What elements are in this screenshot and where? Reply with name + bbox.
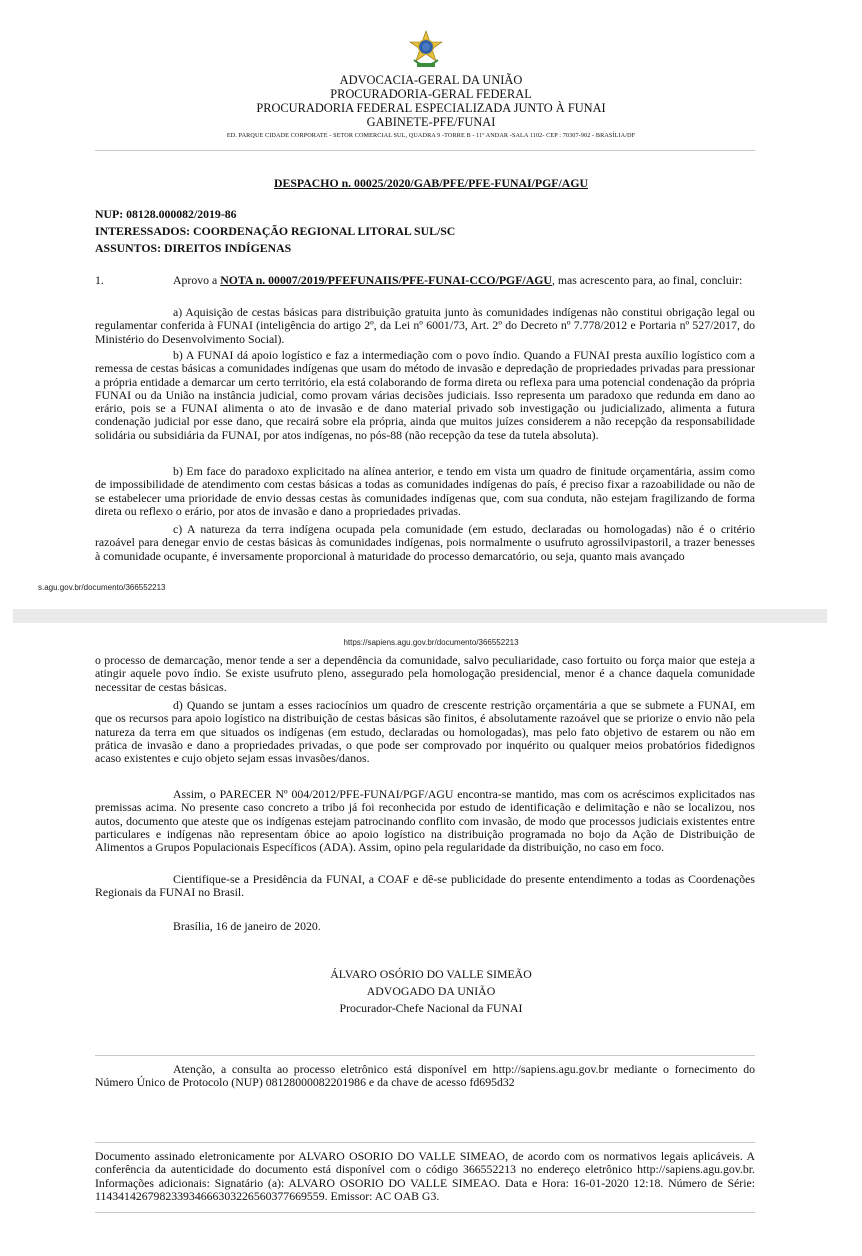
page-break [13, 609, 827, 623]
nup-line: NUP: 08128.000082/2019-86 [95, 207, 237, 221]
header-line-pfe: PROCURADORIA FEDERAL ESPECIALIZADA JUNTO À FUNAI [256, 101, 606, 115]
footer-bottom-divider [95, 1212, 755, 1213]
brazil-coat-of-arms-icon [408, 30, 444, 70]
signer-name: ÁLVARO OSÓRIO DO VALLE SIMEÃO [330, 967, 532, 981]
page-url-footer[interactable]: s.agu.gov.br/documento/366552213 [38, 583, 166, 592]
nota-link[interactable]: NOTA n. 00007/2019/PFEFUNAIIS/PFE-FUNAI-CCO/PGF/AGU [220, 273, 552, 287]
signature-footer: Documento assinado eletronicamente por ALVARO OSORIO DO VALLE SIMEAO, de acordo com os normativos legais aplicáveis. A conferência da autenticidade do documento está disponível com o código 366552213 no endereço eletrônico http://sapiens.agu.gov.br. Informações adicionais: Signatário (a): ALVARO OSORIO DO VALLE SIMEAO. Data e Hora: 16-01-2020 12:18. Número de Série: 114341426798233934666303226560377669559. Emissor: AC OAB G3. [95, 1149, 755, 1203]
item-b-second: b) Em face do paradoxo explicitado na alínea anterior, e tendo em vista um quadro de finitude orçamentária, assim como de impossibilidade de atendimento com cestas básicas a todas as comunidades indígenas do país, é preciso fixar a razoabilidade ou não de se estabelecer uma prioridade de envio dessas cestas às comunidades indígenas que, com sua conduta, não estejam fragilizando de forma direta ou reflexo o erário, por atos de invasão e dano a propriedades privadas. [95, 464, 755, 518]
header-line-gabinete: GABINETE-PFE/FUNAI [366, 115, 496, 129]
header-line-pgf: PROCURADORIA-GERAL FEDERAL [330, 87, 532, 101]
approval-tail: , mas acrescento para, ao final, concluir: [551, 273, 743, 287]
paragraph-2: Assim, o PARECER Nº 004/2012/PFE-FUNAI/PGF/AGU encontra-se mantido, mas com os acréscimos explicitados nas premissas acima. No presente caso concreto a tribo já foi reconhecida por estudo de identificação e delimitação e não se localizou, nos autos, documento que ateste que os indígenas estejam patrocinando conflito com invasão, de modo que processos judiciais existentes entre particulares e indígenas não representam óbice ao apoio logístico na distribuição programada no bojo da Ação de Distribuição de Alimentos a Grupos Populacionais Específicos (ADA). Assim, opino pela regularidade da distribuição, no caso em foco. [95, 787, 755, 855]
paragraph-3: Cientifique-se a Presidência da FUNAI, a COAF e dê-se publicidade do presente entendimento a todas as Coordenações Regionais da FUNAI no Brasil. [95, 872, 755, 900]
item-c-start: c) A natureza da terra indígena ocupada pela comunidade (em estudo, declaradas ou homologadas) não é o critério razoável para denegar envio de cestas básicas às comunidades indígenas, pois normalmente o usufruto agrossilvipastoril, a trazer benesses à comunidade ocupante, é inversamente proporcional à maturidade do processo demarcatório, ou seja, quanto mais avançado [95, 522, 755, 563]
signer-position: Procurador-Chefe Nacional da FUNAI [339, 1001, 523, 1015]
item-d: d) Quando se juntam a esses raciocínios um quadro de crescente restrição orçamentária a que se submete a FUNAI, em que os recursos para apoio logístico na distribuição de cestas básicas são finitos, é absolutamente razoável que se priorize o envio não pela natureza da terra em que situados os indígenas (em estudo, declaradas ou homologadas), mas pelo fato objetivo de estarem ou não em prática de invasão e dano a propriedades privadas, o que pode ser comprovado por inquérito ou qualquer meios probatórios fidedignos acaso existentes e cujo objeto sejam essas invasões/danos. [95, 698, 755, 766]
notice-divider [95, 1055, 755, 1056]
paragraph-number: 1. [95, 273, 104, 287]
header-divider [95, 150, 755, 151]
approval-text: Aprovo a [173, 273, 218, 287]
item-a: a) Aquisição de cestas básicas para distribuição gratuita junto às comunidades indígenas não constitui obrigação legal ou regulamentar conferida à FUNAI (inteligência do artigo 2º, da Lei nº 6001/73, Art. 2º do Decreto nº 7.778/2012 e Portaria nº 527/2017, do Ministério do Desenvolvimento Social). [95, 305, 755, 346]
item-c-continued: o processo de demarcação, menor tende a ser a dependência da comunidade, salvo peculiaridade, caso fortuito ou força maior que esteja a atingir aquele povo índio. Se existe usufruto pleno, assegurado pela homologação presidencial, menor é a chance daquela comunidade necessitar de cestas básicas. [95, 653, 755, 694]
interessados-line: INTERESSADOS: COORDENAÇÃO REGIONAL LITORAL SUL/SC [95, 224, 456, 238]
date-line: Brasília, 16 de janeiro de 2020. [173, 919, 321, 933]
header-address: ED. PARQUE CIDADE CORPORATE - SETOR COMERCIAL SUL, QUADRA 9 -TORRE B - 11º ANDAR -SALA 1102- CEP : 70307-902 - BRASÍLIA/DF [226, 132, 636, 139]
footer-divider [95, 1142, 755, 1143]
signer-role: ADVOGADO DA UNIÃO [366, 984, 496, 998]
paragraph-1 [95, 274, 755, 287]
access-notice: Atenção, a consulta ao processo eletrônico está disponível em http://sapiens.agu.gov.br mediante o fornecimento do Número Único de Protocolo (NUP) 08128000082201986 e da chave de acesso fd695d32 [95, 1062, 755, 1090]
item-b-first: b) A FUNAI dá apoio logístico e faz a intermediação com o povo índio. Quando a FUNAI presta auxílio logístico com a remessa de cestas básicas a comunidades indígenas que usam do método de invasão e depredação de propriedades privadas para pressionar a própria entidade a demarcar um certo território, ela está colaborando de forma direta ou reflexa para uma potencial condenação da própria FUNAI ou da União na instância judicial, como provam várias decisões judiciais. Isso representa um paradoxo que redunda em dano ao erário, pois se a FUNAI alimenta o ato de invasão e de dano material privado sob investigação ou judicializado, alimenta a futura condenação judicial por esse dano, que recairá sobre ela própria, ainda que muitos juízes considerem a não recepção da responsabilidade solidária ou subsidiária da FUNAI, por atos indígenas, no pós-88 (não recepção da tese da tutela absoluta). [95, 348, 755, 442]
assuntos-line: ASSUNTOS: DIREITOS INDÍGENAS [95, 241, 292, 255]
document-title: DESPACHO n. 00025/2020/GAB/PFE/PFE-FUNAI/PGF/AGU [273, 176, 589, 190]
page-url-header[interactable]: https://sapiens.agu.gov.br/documento/366552213 [343, 638, 519, 647]
header-line-agu: ADVOCACIA-GERAL DA UNIÃO [339, 73, 523, 87]
